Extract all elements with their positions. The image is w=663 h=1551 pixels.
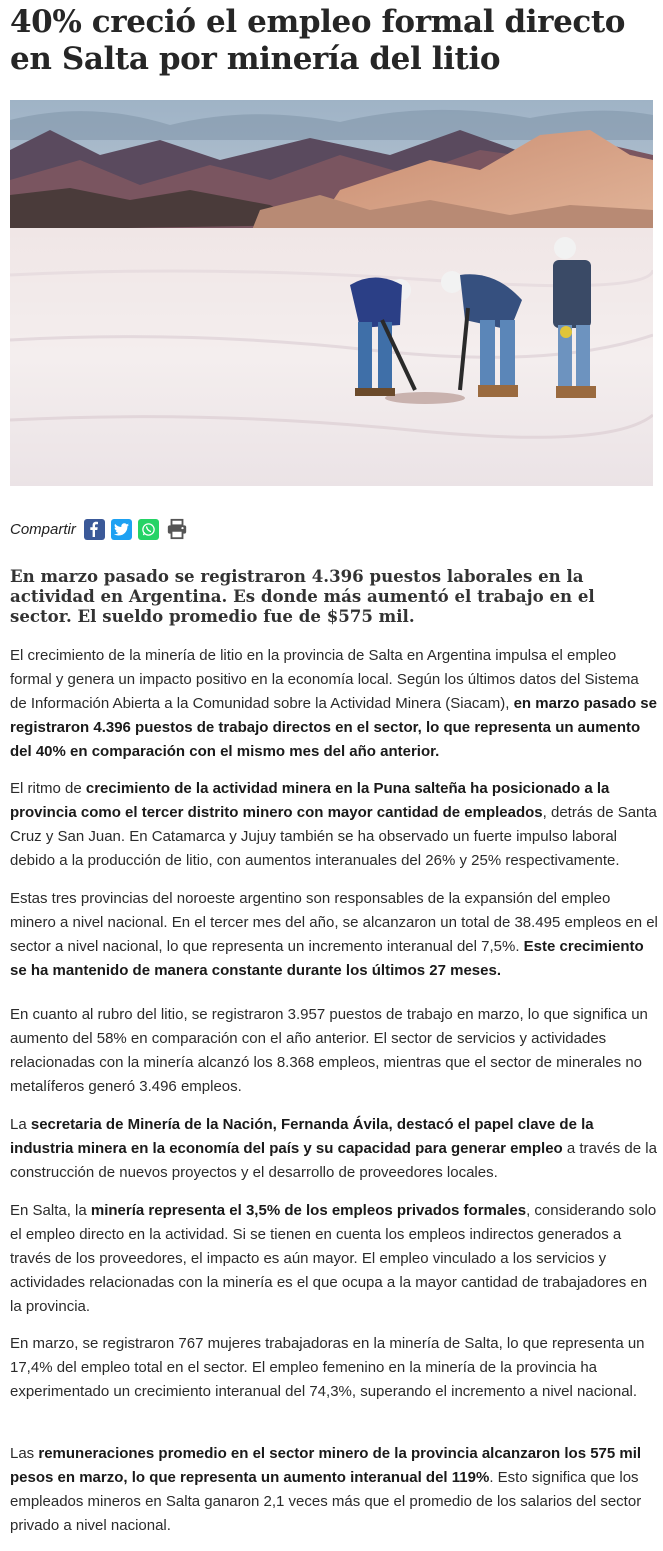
text-run: En Salta, la xyxy=(10,1202,91,1219)
text-run: a través de la construcción de nuevos proyectos y el desarrollo de proveedores locales. xyxy=(10,1139,657,1181)
bold-text: Este crecimiento se ha mantenido de manera constante durante los últimos 27 meses. xyxy=(10,937,644,979)
bold-text: minería representa el 3,5% de los empleos privados formales xyxy=(90,1202,527,1219)
paragraph-6 xyxy=(10,1199,658,1319)
text-run: . Esto significa que los empleados mineros en Salta ganaron 2,1 veces más que el promedio de los salarios del sector privado a nivel nacional. xyxy=(10,1468,642,1534)
bold-text: secretaria de Minería de la Nación, Fernanda Ávila, destacó el papel clave de la industria minera en la economía del país y su capacidad para generar empleo xyxy=(10,1116,594,1157)
bold-text: remuneraciones promedio en el sector minero de la provincia alcanzaron los 575 mil pesos en marzo, lo que representa un aumento interanual del 119% xyxy=(10,1445,642,1486)
share-bar xyxy=(10,516,195,542)
paragraph-3 xyxy=(10,887,658,983)
paragraph-1 xyxy=(10,644,658,764)
text-run: El crecimiento de la minería de litio en la provincia de Salta en Argentina impulsa el empleo formal y genera un impacto positivo en la economía local. Según los últimos datos del Sistema de Información Abierta a la Comunidad sobre la Actividad Minera (Siacam), xyxy=(10,647,639,712)
article-title: 40% creció el empleo formal directo en Salta por minería del litio xyxy=(10,4,626,77)
text-run: En marzo, se registraron 767 mujeres trabajadoras en la minería de Salta, lo que representa un 17,4% del empleo total en el sector. El empleo femenino en la minería de la provincia ha experimentado un crecimiento interanual del 74,3%, superando el incremento a nivel nacional. xyxy=(10,1335,645,1400)
article-lead: En marzo pasado se registraron 4.396 puestos laborales en la actividad en Argentina. Es donde más aumentó el trabajo en el sector. El sueldo promedio fue de $575 mil. xyxy=(10,566,595,626)
text-run: Las xyxy=(10,1445,39,1462)
facebook-icon[interactable] xyxy=(84,519,105,540)
text-run: La xyxy=(10,1116,31,1133)
text-run: En cuanto al rubro del litio, se registraron 3.957 puestos de trabajo en marzo, lo que significa un aumento del 58% en comparación con el año anterior. El sector de servicios y actividades relacionadas con la minería alcanzó los 8.368 empleos, mientras que el sector de minerales no metalíferos generó 3.496 empleos. xyxy=(10,1006,648,1095)
share-label: Compartir xyxy=(10,520,76,538)
whatsapp-icon[interactable] xyxy=(138,519,159,540)
text-run: El ritmo de xyxy=(10,780,86,797)
print-icon[interactable] xyxy=(165,519,189,540)
salt-flat-miners-photo xyxy=(10,100,653,486)
paragraph-2 xyxy=(10,777,658,873)
paragraph-8 xyxy=(10,1442,658,1538)
bold-text: en marzo pasado se registraron 4.396 puestos de trabajo directos en el sector, lo que representa un aumento del 40% en comparación con el mismo mes del año anterior. xyxy=(10,694,657,760)
paragraph-7 xyxy=(10,1332,658,1404)
twitter-icon[interactable] xyxy=(111,519,132,540)
paragraph-4 xyxy=(10,1003,658,1099)
text-run: Estas tres provincias del noroeste argentino son responsables de la expansión del empleo minero a nivel nacional. En el tercer mes del año, se alcanzaron un total de 38.495 empleos en el sector a nivel nacional, lo que representa un incremento interanual del 7,5%. xyxy=(10,890,658,955)
hero-image xyxy=(10,100,653,486)
bold-text: crecimiento de la actividad minera en la Puna salteña ha posicionado a la provincia como el tercer distrito minero con mayor cantidad de empleados xyxy=(10,780,610,821)
text-run: , detrás de Santa Cruz y San Juan. En Catamarca y Jujuy también se ha observado un fuerte impulso laboral debido a la producción de litio, con aumentos interanuales del 26% y 25% respectivamente. xyxy=(10,803,657,869)
text-run: , considerando solo el empleo directo en la actividad. Si se tienen en cuenta los empleos indirectos generados a través de los proveedores, el impacto es aún mayor. El empleo vinculado a los servicios y actividades relacionadas con la minería es el que ocupa a la mayor cantidad de trabajadores en la provincia. xyxy=(10,1202,657,1315)
paragraph-5 xyxy=(10,1113,658,1185)
